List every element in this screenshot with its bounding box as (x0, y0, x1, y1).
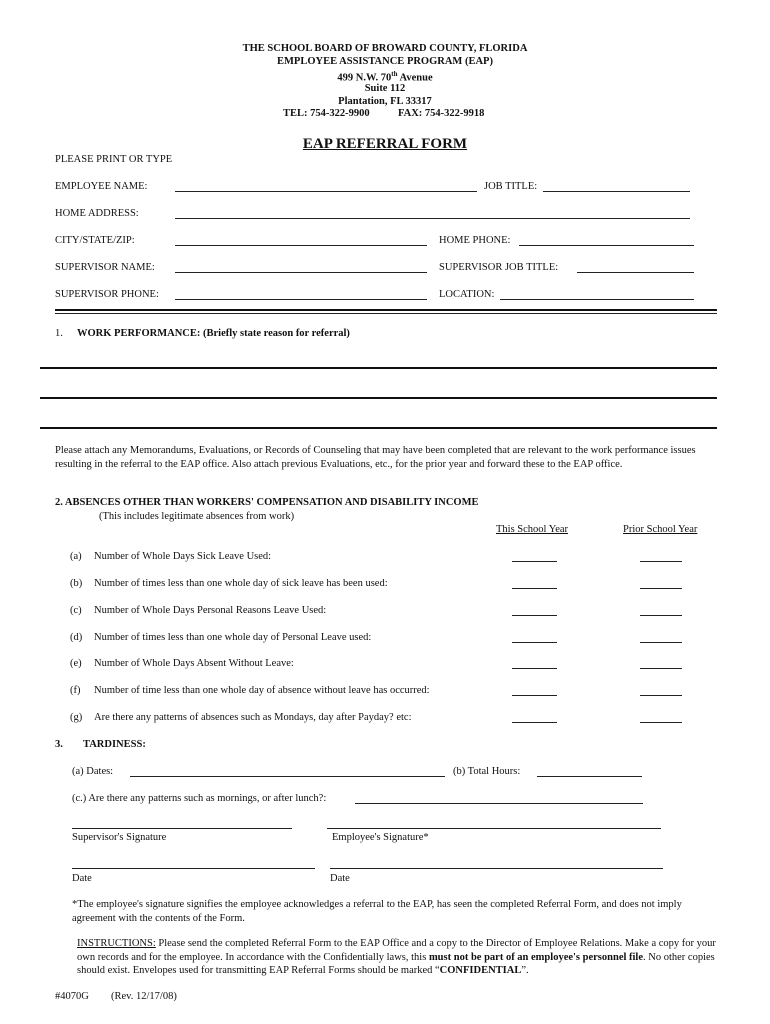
supervisor-signature-label: Supervisor's Signature (72, 832, 167, 843)
tardiness-hours-label: (b) Total Hours: (453, 766, 521, 777)
prior-year-field[interactable] (640, 695, 682, 696)
location-field[interactable] (500, 299, 694, 300)
section1-heading: WORK PERFORMANCE: (Briefly state reason for referral) (77, 328, 350, 339)
this-year-field[interactable] (512, 588, 557, 589)
absence-label: (f) (70, 685, 81, 696)
employee-signature-field[interactable] (327, 828, 661, 829)
instructions-text-2: . No other copies should exist. Envelopes used for transmitting EAP Referral Forms should be marked “ (77, 951, 715, 976)
employee-date-field[interactable] (330, 868, 663, 869)
form-title: EAP REFERRAL FORM (302, 136, 468, 152)
supervisor-name-label: SUPERVISOR NAME: (55, 262, 155, 273)
absence-text: Number of Whole Days Absent Without Leave: (94, 658, 294, 669)
this-year-field[interactable] (512, 615, 557, 616)
this-year-field[interactable] (512, 561, 557, 562)
instructions-text-1: Please send the completed Referral Form to the EAP Office and a copy to the Director of Employee Relations. Make a copy for your own records and for the employee. In accordance with the Confidentially laws, this (77, 938, 716, 963)
form-number: #4070G (55, 991, 89, 1002)
instructions-label: INSTRUCTIONS: (77, 938, 156, 949)
prior-year-field[interactable] (640, 668, 682, 669)
tardiness-dates-field[interactable] (130, 776, 445, 777)
tardiness-dates-label: (a) Dates: (72, 766, 114, 777)
instructions-bold-2: CONFIDENTIAL (439, 965, 522, 976)
section2-subheading: (This includes legitimate absences from work) (99, 511, 295, 522)
location-label: LOCATION: (439, 289, 495, 300)
instructions-bold-1: must not be part of an employee's personnel file (428, 951, 644, 963)
header-line-2: EMPLOYEE ASSISTANCE PROGRAM (EAP) (277, 56, 493, 67)
section-divider-top (55, 309, 717, 311)
supervisor-job-title-field[interactable] (577, 272, 694, 273)
supervisor-date-field[interactable] (72, 868, 315, 869)
attach-note: Please attach any Memorandums, Evaluations, or Records of Counseling that may have been completed that are relevant to the work performance issues resulting in the referral to the EAP office. Also attach previous Evaluations, etc., for the prior year and forward these to the EAP office. (55, 445, 696, 470)
home-phone-field[interactable] (519, 245, 694, 246)
section3-number: 3. (55, 739, 63, 750)
tardiness-patterns-label: (c.) Are there any patterns such as mornings, or after lunch?: (72, 793, 327, 804)
employee-date-label: Date (330, 873, 350, 884)
section3-heading: TARDINESS: (83, 739, 146, 750)
employee-name-field[interactable] (175, 191, 477, 192)
instructions-text-3: ”. (521, 965, 529, 976)
absence-text: Number of Whole Days Sick Leave Used: (94, 551, 272, 562)
supervisor-job-title-label: SUPERVISOR JOB TITLE: (439, 262, 559, 273)
employee-signature-label: Employee's Signature* (332, 832, 429, 843)
header-suite: Suite 112 (364, 83, 406, 94)
prior-year-field[interactable] (640, 588, 682, 589)
signature-footnote: *The employee's signature signifies the employee acknowledges a referral to the EAP, has seen the completed Referral Form, and does not imply agreement with the contents of the Form. (72, 899, 682, 924)
prior-year-field[interactable] (640, 722, 682, 723)
job-title-label: JOB TITLE: (484, 181, 538, 192)
prior-year-field[interactable] (640, 561, 682, 562)
header-line-1: THE SCHOOL BOARD OF BROWARD COUNTY, FLORIDA (242, 43, 528, 54)
absence-label: (a) (70, 551, 82, 562)
absence-label: (c) (70, 605, 82, 616)
absence-text: Number of times less than one whole day of Personal Leave used: (94, 632, 372, 643)
job-title-field[interactable] (543, 191, 690, 192)
this-year-field[interactable] (512, 695, 557, 696)
absence-label: (d) (70, 632, 83, 643)
tardiness-patterns-field[interactable] (355, 803, 643, 804)
form-revision: (Rev. 12/17/08) (111, 991, 177, 1002)
city-state-zip-label: CITY/STATE/ZIP: (55, 235, 135, 246)
header-fax: FAX: 754-322-9918 (398, 108, 485, 119)
home-phone-label: HOME PHONE: (439, 235, 511, 246)
supervisor-name-field[interactable] (175, 272, 427, 273)
home-address-label: HOME ADDRESS: (55, 208, 139, 219)
header-address: 499 N.W. 70th Avenue (337, 70, 433, 84)
section-divider-bottom (55, 313, 717, 314)
this-year-field[interactable] (512, 722, 557, 723)
absence-label: (g) (70, 712, 83, 723)
this-year-field[interactable] (512, 642, 557, 643)
tardiness-hours-field[interactable] (537, 776, 642, 777)
work-performance-line-1[interactable] (40, 367, 717, 369)
supervisor-date-label: Date (72, 873, 92, 884)
prior-year-field[interactable] (640, 642, 682, 643)
supervisor-signature-field[interactable] (72, 828, 292, 829)
section1-number: 1. (55, 328, 63, 339)
instructions (77, 937, 717, 978)
absence-label: (e) (70, 658, 82, 669)
print-note: PLEASE PRINT OR TYPE (55, 154, 173, 165)
header-city: Plantation, FL 33317 (338, 96, 432, 107)
col-prior-school-year: Prior School Year (623, 524, 698, 535)
absence-text: Number of times less than one whole day of sick leave has been used: (94, 578, 388, 589)
employee-name-label: EMPLOYEE NAME: (55, 181, 148, 192)
col-this-school-year: This School Year (496, 524, 569, 535)
section2-heading: 2. ABSENCES OTHER THAN WORKERS' COMPENSATION AND DISABILITY INCOME (55, 497, 479, 508)
absence-label: (b) (70, 578, 83, 589)
absence-text: Number of time less than one whole day of absence without leave has occurred: (94, 685, 430, 696)
work-performance-line-3[interactable] (40, 427, 717, 429)
city-state-zip-field[interactable] (175, 245, 427, 246)
home-address-field[interactable] (175, 218, 690, 219)
supervisor-phone-field[interactable] (175, 299, 427, 300)
prior-year-field[interactable] (640, 615, 682, 616)
header-tel: TEL: 754-322-9900 (283, 108, 370, 119)
absence-text: Number of Whole Days Personal Reasons Leave Used: (94, 605, 327, 616)
this-year-field[interactable] (512, 668, 557, 669)
supervisor-phone-label: SUPERVISOR PHONE: (55, 289, 159, 300)
absence-text: Are there any patterns of absences such as Mondays, day after Payday? etc: (94, 712, 412, 723)
work-performance-line-2[interactable] (40, 397, 717, 399)
